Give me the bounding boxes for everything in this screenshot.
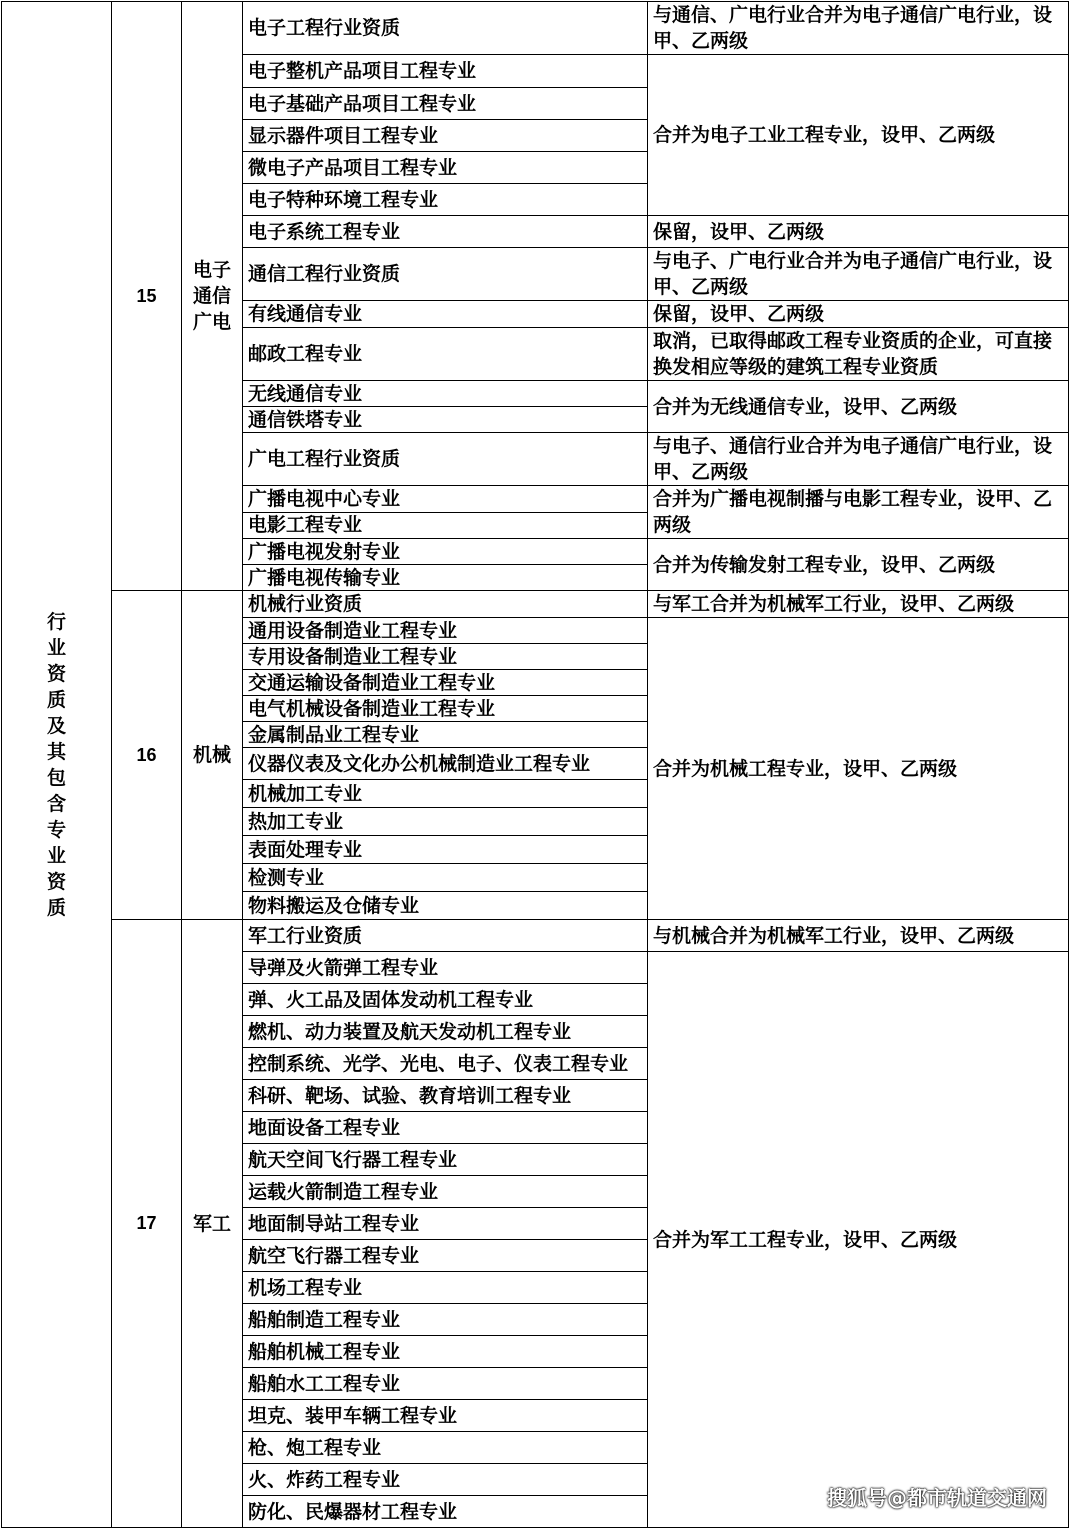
item-cell: 电子系统工程专业 xyxy=(243,216,648,248)
item-cell: 航天空间飞行器工程专业 xyxy=(243,1144,648,1176)
item-cell: 邮政工程专业 xyxy=(243,328,648,381)
note-cell: 合并为广播电视制播与电影工程专业，设甲、乙两级 xyxy=(648,486,1069,539)
note-cell: 合并为传输发射工程专业，设甲、乙两级 xyxy=(648,539,1069,591)
item-cell: 检测专业 xyxy=(243,864,648,892)
group-name-cell xyxy=(182,920,243,1528)
item-cell: 热加工专业 xyxy=(243,808,648,836)
note-cell: 保留，设甲、乙两级 xyxy=(648,301,1069,328)
item-cell: 有线通信专业 xyxy=(243,301,648,328)
item-cell: 电子基础产品项目工程专业 xyxy=(243,88,648,120)
item-cell: 通信工程行业资质 xyxy=(243,248,648,301)
item-cell: 坦克、装甲车辆工程专业 xyxy=(243,1400,648,1432)
item-cell: 控制系统、光学、光电、电子、仪表工程专业 xyxy=(243,1048,648,1080)
item-cell: 显示器件项目工程专业 xyxy=(243,120,648,152)
group-number: 16 xyxy=(136,744,157,765)
note-cell: 与军工合并为机械军工行业，设甲、乙两级 xyxy=(648,591,1069,618)
item-cell: 广播电视中心专业 xyxy=(243,486,648,513)
item-cell: 表面处理专业 xyxy=(243,836,648,864)
item-cell: 无线通信专业 xyxy=(243,381,648,407)
item-cell: 通信铁塔专业 xyxy=(243,407,648,433)
watermark: 搜狐号@都市轨道交通网 xyxy=(827,1486,1047,1510)
item-cell: 枪、炮工程专业 xyxy=(243,1432,648,1464)
item-cell: 电子工程行业资质 xyxy=(243,2,648,55)
item-cell: 机械行业资质 xyxy=(243,591,648,618)
note-cell: 与电子、通信行业合并为电子通信广电行业，设甲、乙两级 xyxy=(648,433,1069,486)
item-cell: 广播电视发射专业 xyxy=(243,539,648,565)
item-cell: 运载火箭制造工程专业 xyxy=(243,1176,648,1208)
item-cell: 火、炸药工程专业 xyxy=(243,1464,648,1496)
note-cell: 合并为无线通信专业，设甲、乙两级 xyxy=(648,381,1069,433)
item-cell: 广播电视传输专业 xyxy=(243,565,648,591)
item-cell: 航空飞行器工程专业 xyxy=(243,1240,648,1272)
group-name-cell xyxy=(182,2,243,591)
note-cell: 与通信、广电行业合并为电子通信广电行业，设甲、乙两级 xyxy=(648,2,1069,55)
item-cell: 电子整机产品项目工程专业 xyxy=(243,55,648,88)
note-cell: 取消，已取得邮政工程专业资质的企业，可直接换发相应等级的建筑工程专业资质 xyxy=(648,328,1069,381)
item-cell: 船舶机械工程专业 xyxy=(243,1336,648,1368)
item-cell: 仪器仪表及文化办公机械制造业工程专业 xyxy=(243,748,648,780)
item-cell: 弹、火工品及固体发动机工程专业 xyxy=(243,984,648,1016)
item-cell: 军工行业资质 xyxy=(243,920,648,952)
group-number: 15 xyxy=(136,285,157,306)
item-cell: 燃机、动力装置及航天发动机工程专业 xyxy=(243,1016,648,1048)
note-cell: 合并为军工工程专业，设甲、乙两级 xyxy=(648,952,1069,1528)
qualification-table xyxy=(1,1,1069,1528)
group-name: 机械 xyxy=(192,744,231,766)
item-cell: 船舶制造工程专业 xyxy=(243,1304,648,1336)
item-cell: 广电工程行业资质 xyxy=(243,433,648,486)
item-cell: 电子特种环境工程专业 xyxy=(243,184,648,216)
group-number-cell xyxy=(112,920,182,1528)
group-name: 军工 xyxy=(192,1212,231,1235)
item-cell: 防化、民爆器材工程专业 xyxy=(243,1496,648,1528)
group-number: 17 xyxy=(136,1213,157,1233)
item-cell: 地面制导站工程专业 xyxy=(243,1208,648,1240)
note-cell: 与电子、广电行业合并为电子通信广电行业，设甲、乙两级 xyxy=(648,248,1069,301)
item-cell: 交通运输设备制造业工程专业 xyxy=(243,670,648,696)
item-cell: 科研、靶场、试验、教育培训工程专业 xyxy=(243,1080,648,1112)
item-cell: 通用设备制造业工程专业 xyxy=(243,618,648,644)
group-number-cell xyxy=(112,2,182,591)
group-name: 电子通信广电 xyxy=(192,259,231,333)
category-cell xyxy=(2,2,112,1528)
note-cell: 与机械合并为机械军工行业，设甲、乙两级 xyxy=(648,920,1069,952)
note-cell: 合并为机械工程专业，设甲、乙两级 xyxy=(648,618,1069,920)
item-cell: 物料搬运及仓储专业 xyxy=(243,892,648,920)
category-label: 行业资质及其包含专业资质 xyxy=(46,610,66,919)
item-cell: 导弹及火箭弹工程专业 xyxy=(243,952,648,984)
item-cell: 地面设备工程专业 xyxy=(243,1112,648,1144)
item-cell: 电影工程专业 xyxy=(243,512,648,539)
item-cell: 电气机械设备制造业工程专业 xyxy=(243,696,648,722)
note-cell: 合并为电子工业工程专业，设甲、乙两级 xyxy=(648,55,1069,216)
item-cell: 船舶水工工程专业 xyxy=(243,1368,648,1400)
item-cell: 金属制品业工程专业 xyxy=(243,722,648,748)
item-cell: 机械加工专业 xyxy=(243,780,648,808)
item-cell: 机场工程专业 xyxy=(243,1272,648,1304)
note-cell: 保留，设甲、乙两级 xyxy=(648,216,1069,248)
item-cell: 微电子产品项目工程专业 xyxy=(243,152,648,184)
group-name-cell xyxy=(182,591,243,920)
group-number-cell xyxy=(112,591,182,920)
item-cell: 专用设备制造业工程专业 xyxy=(243,644,648,670)
